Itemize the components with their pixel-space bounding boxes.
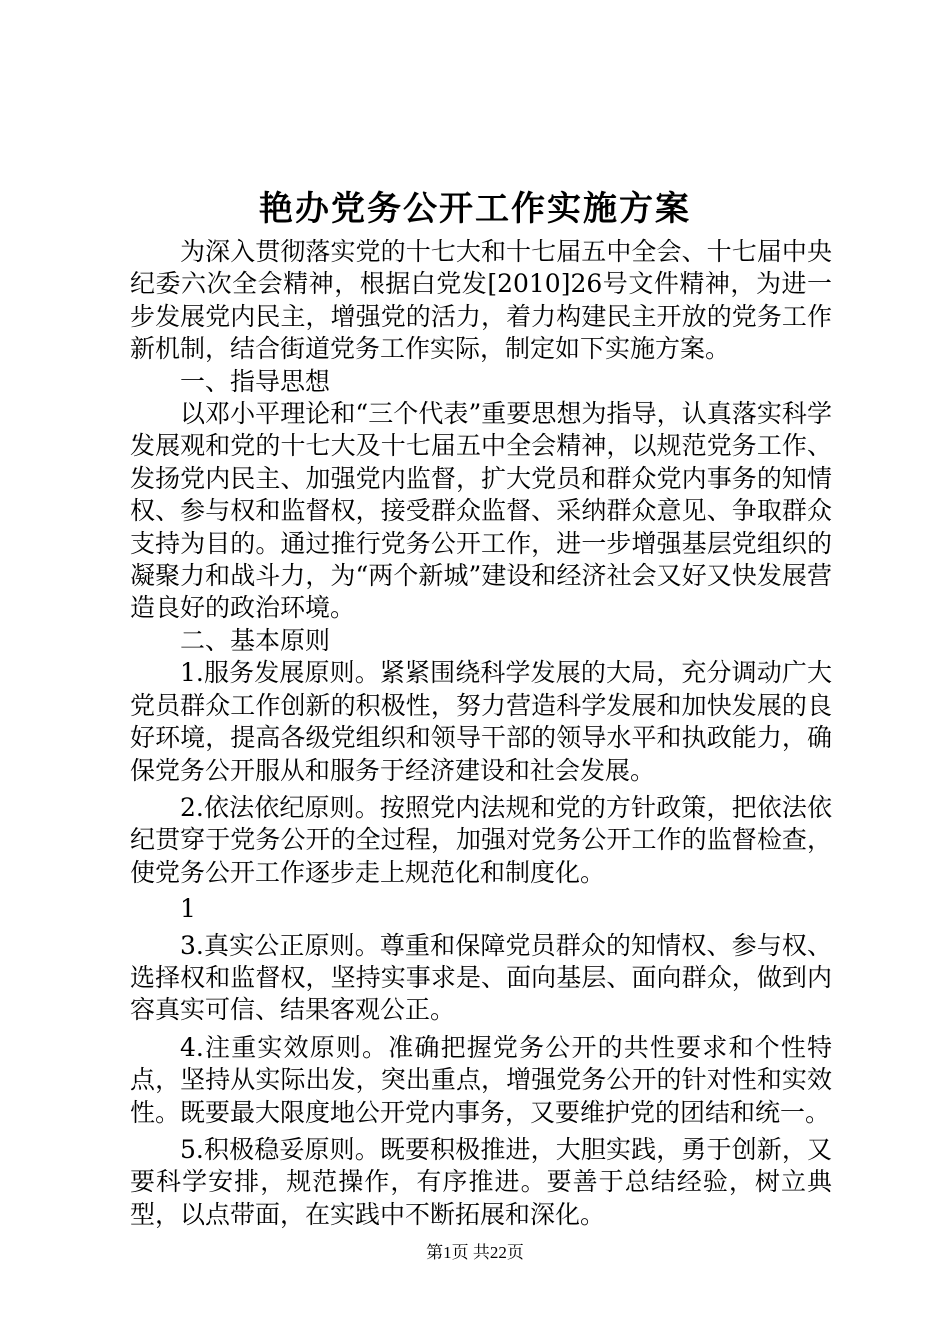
principle-1-paragraph: 1.服务发展原则。紧紧围绕科学发展的大局，充分调动广大党员群众工作创新的积极性，努力营造科学发展和加快发展的良好环境，提高各级党组织和领导干部的领导水平和执政能力，确保党务公开服从和服务于经济建设和社会发展。 <box>130 658 832 785</box>
section-heading-guiding-thought: 一、指导思想 <box>180 366 331 396</box>
section-heading-basic-principles: 二、基本原则 <box>180 625 331 655</box>
principle-4-paragraph: 4.注重实效原则。准确把握党务公开的共性要求和个性特点，坚持从实际出发，突出重点，增强党务公开的针对性和实效性。既要最大限度地公开党内事务，又要维护党的团结和统一。 <box>130 1032 832 1127</box>
inline-page-number: 1 <box>180 894 196 924</box>
page-footer: 第1页 共22页 <box>426 1243 524 1262</box>
document-title: 艳办党务公开工作实施方案 <box>259 189 691 229</box>
document-body <box>130 236 832 1231</box>
guiding-thought-paragraph: 以邓小平理论和“三个代表”重要思想为指导，认真落实科学发展观和党的十七大及十七届五中全会精神，以规范党务工作、发扬党内民主、加强党内监督，扩大党员和群众党内事务的知情权、参与权和监督权，接受群众监督、采纳群众意见、争取群众支持为目的。通过推行党务公开工作，进一步增强基层党组织的凝聚力和战斗力，为“两个新城”建设和经济社会又好又快发展营造良好的政治环境。 <box>130 399 832 623</box>
intro-paragraph: 为深入贯彻落实党的十七大和十七届五中全会、十七届中央纪委六次全会精神，根据白党发[2010]26号文件精神，为进一步发展党内民主，增强党的活力，着力构建民主开放的党务工作新机制，结合街道党务工作实际，制定如下实施方案。 <box>130 237 832 364</box>
principle-2-paragraph: 2.依法依纪原则。按照党内法规和党的方针政策，把依法依纪贯穿于党务公开的全过程，加强对党务公开工作的监督检查，使党务公开工作逐步走上规范化和制度化。 <box>130 792 832 887</box>
principle-3-paragraph: 3.真实公正原则。尊重和保障党员群众的知情权、参与权、选择权和监督权，坚持实事求是、面向基层、面向群众，做到内容真实可信、结果客观公正。 <box>130 930 832 1025</box>
principle-5-paragraph: 5.积极稳妥原则。既要积极推进，大胆实践，勇于创新，又要科学安排，规范操作，有序推进。要善于总结经验，树立典型，以点带面，在实践中不断拓展和深化。 <box>130 1134 832 1229</box>
